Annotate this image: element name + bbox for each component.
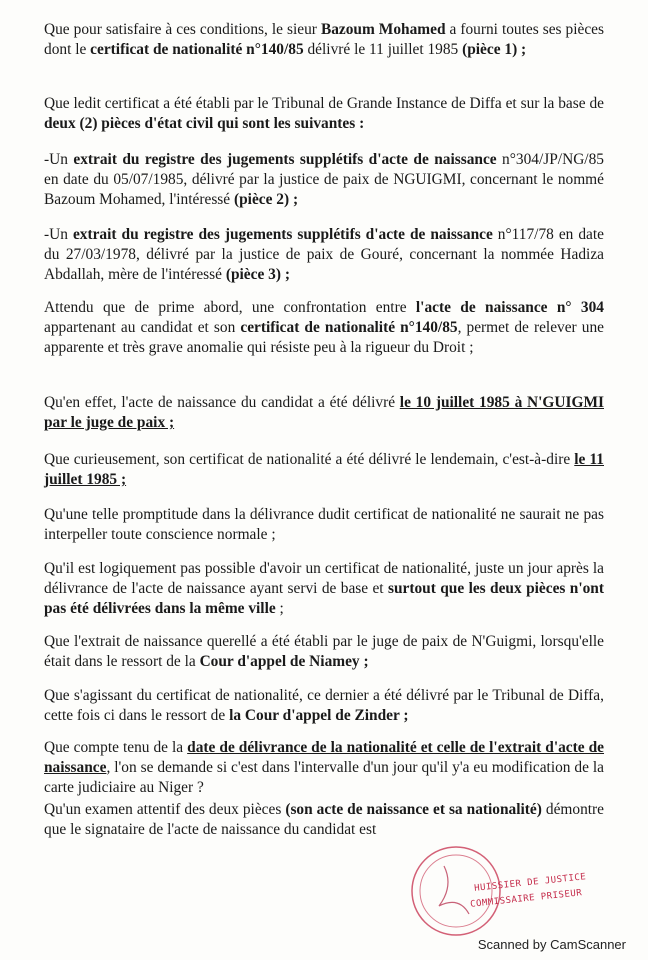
paragraph-5 — [44, 298, 604, 358]
text-run: la Cour d'appel de Zinder ; — [229, 707, 409, 724]
text-run: le 10 juillet 1985 à N'GUIGMI par le juge de paix ; — [44, 394, 604, 431]
paragraph-2 — [44, 94, 604, 134]
text-run: Qu'il est logiquement pas possible d'avoir un certificat de nationalité, juste un jour après la délivrance de l'acte de naissance ayant servi de base et — [44, 560, 604, 597]
paragraph-4 — [44, 225, 604, 285]
text-run: (pièce 3) ; — [225, 266, 290, 283]
text-run: le 11 juillet 1985 ; — [44, 451, 604, 488]
paragraph-10 — [44, 632, 604, 672]
text-run: -Un — [44, 226, 73, 243]
bailiff-stamp — [404, 836, 587, 936]
text-run: certificat de nationalité n°140/85 — [90, 41, 304, 58]
text-run: , l'on se demande si c'est dans l'intervalle d'un jour qu'il y'a eu modification de la carte judiciaire au Niger ? — [44, 759, 604, 796]
text-run: Que s'agissant du certificat de nationalité, ce dernier a été délivré par le Tribunal de Diffa, cette fois ci dans le ressort de — [44, 687, 604, 724]
text-run: deux (2) pièces d'état civil qui sont les suivantes : — [44, 115, 365, 132]
paragraph-1 — [44, 20, 604, 60]
paragraph-3 — [44, 150, 604, 210]
text-run: Que l'extrait de naissance querellé a été établi par le juge de paix de N'Guigmi, lorsqu'elle était dans le ressort de la — [44, 633, 604, 670]
text-run: a fourni toutes ses pièces dont le — [44, 21, 604, 58]
stamp-line-2: COMMISSAIRE PRISEUR — [469, 888, 583, 910]
text-run: Cour d'appel de Niamey ; — [199, 653, 369, 670]
text-run: Qu'en effet, l'acte de naissance du candidat a été délivré — [44, 394, 400, 411]
text-run: démontre que le signataire de l'acte de naissance du candidat est — [44, 801, 604, 838]
paragraph-8 — [44, 505, 604, 545]
text-run: délivré le 11 juillet 1985 — [303, 41, 463, 58]
text-run: appartenant au candidat et son — [44, 319, 241, 336]
text-run: Que compte tenu de la — [44, 739, 188, 756]
scanner-watermark: Scanned by CamScanner — [477, 937, 626, 952]
text-run: Qu'une telle promptitude dans la délivrance dudit certificat de nationalité ne saurait ne pas interpeller toute conscience normale ; — [44, 506, 604, 543]
text-run: Qu'un examen attentif des deux pièces — [44, 801, 286, 818]
text-run: surtout que les deux pièces n'ont pas été délivrées dans la même ville — [44, 580, 604, 617]
text-run: Que pour satisfaire à ces conditions, le sieur — [44, 21, 321, 38]
text-run: ; — [275, 600, 284, 617]
text-run: (pièce 1) ; — [462, 41, 527, 58]
stamp-line-1: HUISSIER DE JUSTICE — [473, 872, 587, 894]
text-run: extrait du registre des jugements supplétifs d'acte de naissance — [72, 226, 493, 243]
text-run: Que ledit certificat a été établi par le Tribunal de Grande Instance de Diffa et sur la base de — [44, 95, 604, 112]
text-run: date de délivrance de la nationalité et celle de l'extrait d'acte de naissance — [44, 739, 605, 776]
text-run: Attendu que de prime abord, une confrontation entre — [44, 299, 416, 316]
paragraph-12 — [44, 738, 604, 798]
text-run: certificat de nationalité n°140/85 — [240, 319, 458, 336]
text-run: (son acte de naissance et sa nationalité) — [285, 801, 542, 818]
text-run: n°304/JP/NG/85 en date du 05/07/1985, délivré par la justice de paix de NGUIGMI, concernant le nommé Bazoum Mohamed, l'intéressé — [44, 151, 604, 208]
text-run: Que curieusement, son certificat de nationalité a été délivré le lendemain, c'est-à-dire — [44, 451, 575, 468]
paragraph-11 — [44, 686, 604, 726]
text-run: -Un — [44, 151, 74, 168]
paragraph-7 — [44, 450, 604, 490]
text-run: (pièce 2) ; — [233, 191, 299, 208]
paragraph-6 — [44, 393, 604, 433]
text-run: , permet de relever une apparente et très grave anomalie qui résiste peu à la rigueur du Droit ; — [44, 319, 604, 356]
text-run: l'acte de naissance n° 304 — [415, 299, 605, 316]
paragraph-13 — [44, 800, 604, 840]
text-run: Bazoum Mohamed — [320, 21, 446, 38]
paragraph-9 — [44, 559, 604, 619]
text-run: extrait du registre des jugements supplétifs d'acte de naissance — [73, 151, 497, 168]
text-run: n°117/78 en date du 27/03/1978, délivré par la justice de paix de Gouré, concernant la nommée Hadiza Abdallah, mère de l'intéressé — [44, 226, 604, 283]
